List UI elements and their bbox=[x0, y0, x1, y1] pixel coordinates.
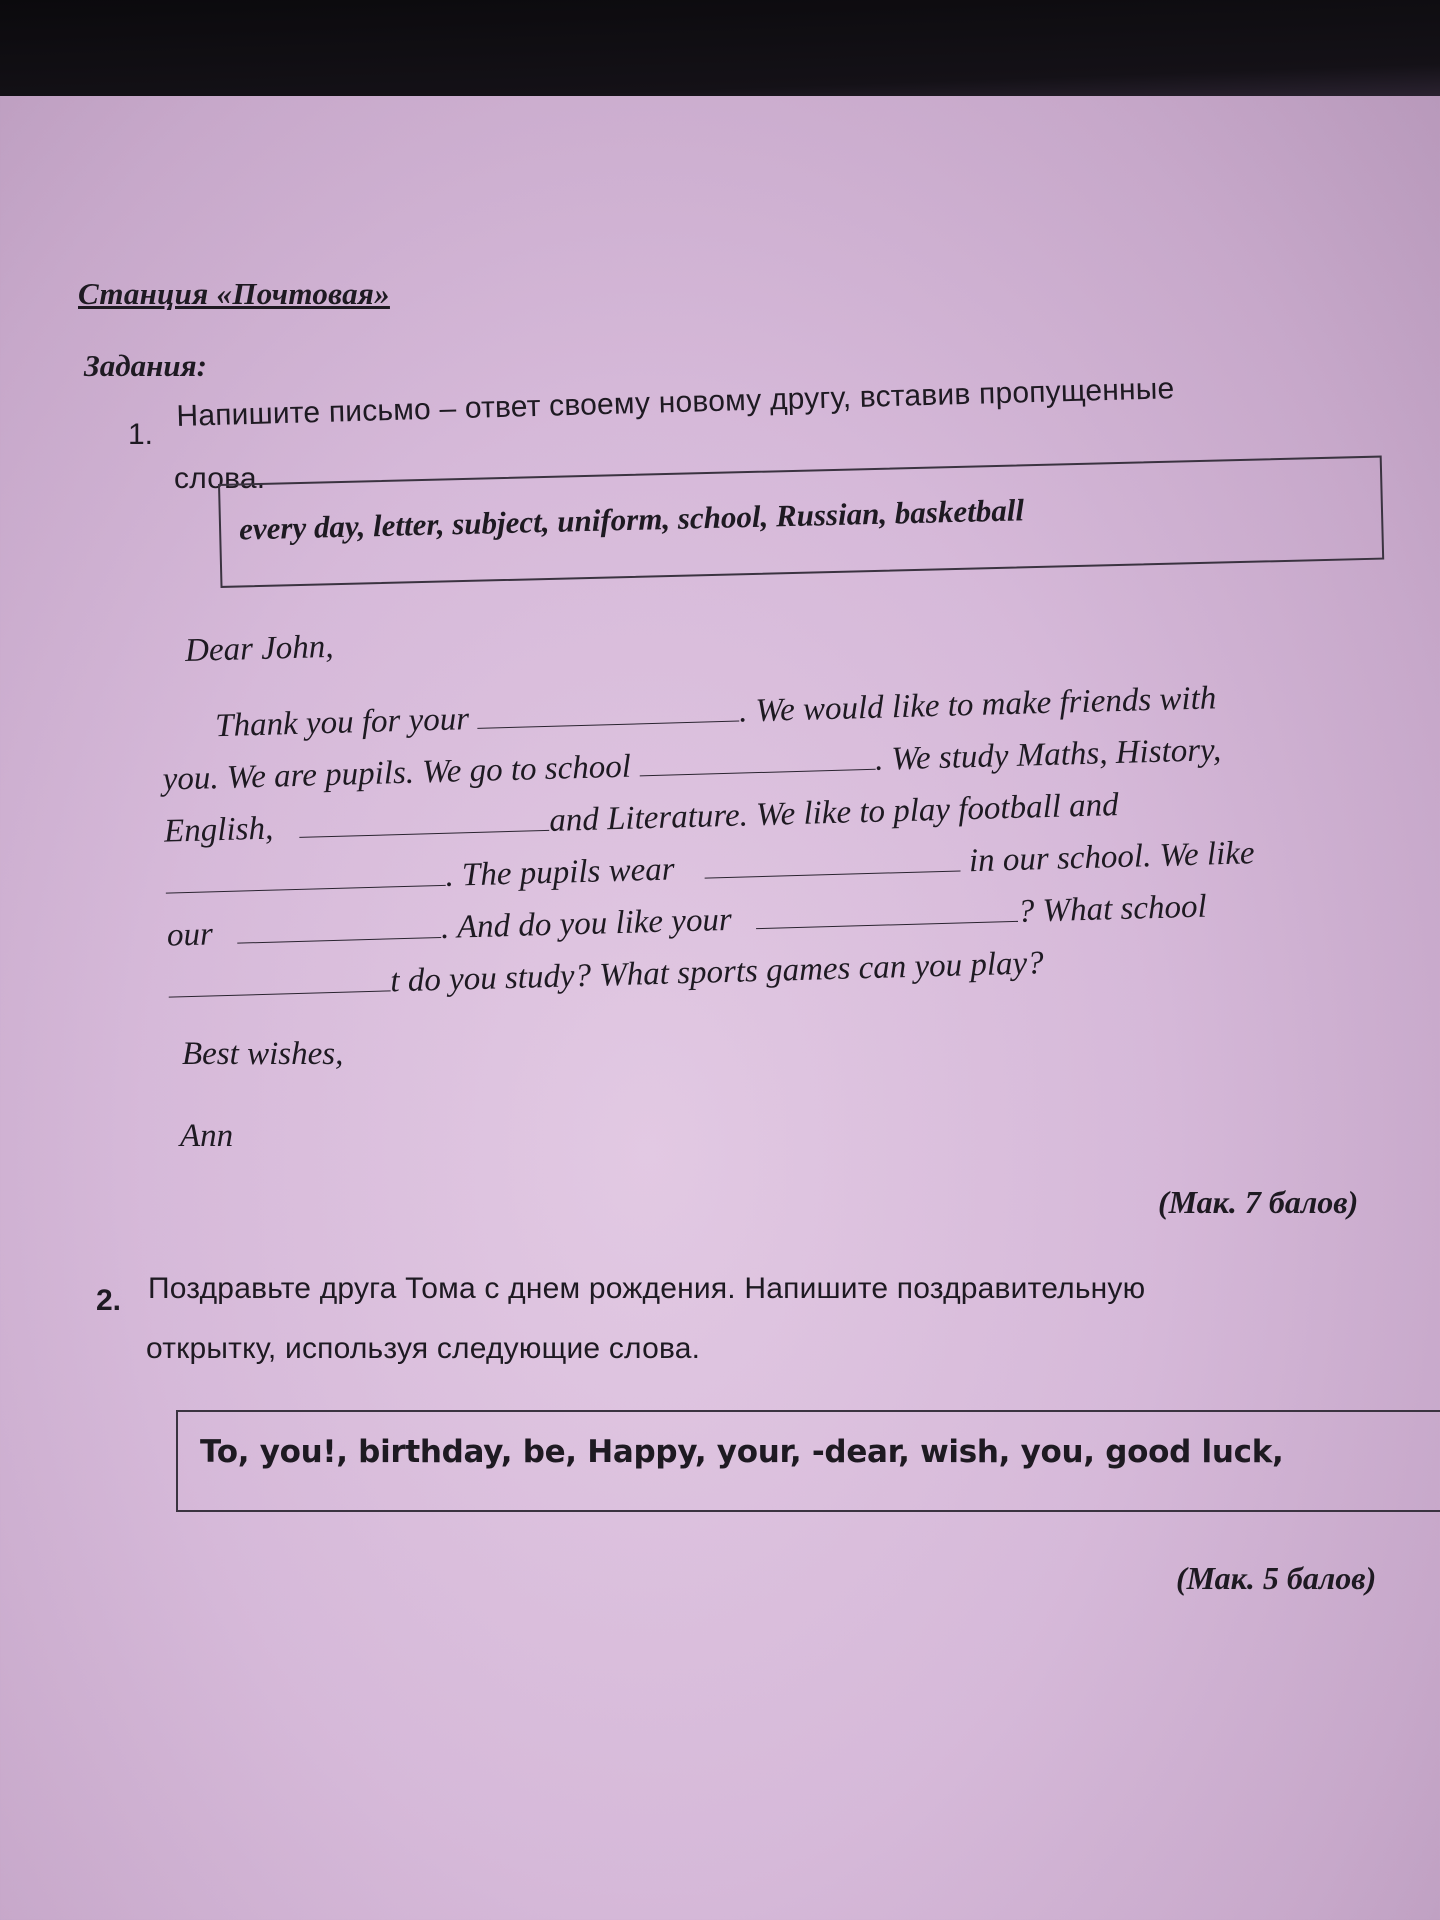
letter-text: English, bbox=[163, 810, 274, 850]
letter-text: our bbox=[166, 916, 214, 954]
letter-text: . The pupils wear bbox=[444, 851, 676, 894]
letter-text: . We study Maths, History, bbox=[874, 732, 1222, 778]
task1-word-bank-box bbox=[218, 456, 1384, 588]
task2-word-bank: To, you!, birthday, be, Happy, your, -dear, wish, you, good luck, bbox=[200, 1434, 1284, 1470]
task1-instruction-line2: слова. bbox=[174, 462, 266, 495]
tasks-heading: Задания: bbox=[84, 348, 207, 383]
blank-5[interactable] bbox=[704, 844, 961, 878]
blank-3[interactable] bbox=[299, 804, 550, 838]
blank-7[interactable] bbox=[756, 895, 1019, 929]
task2-number: 2. bbox=[96, 1284, 122, 1317]
task2-word-bank-box bbox=[176, 1410, 1440, 1512]
task2-points: (Мак. 5 балов) bbox=[1176, 1560, 1377, 1596]
blank-2[interactable] bbox=[639, 743, 876, 777]
letter-line-3 bbox=[164, 787, 1120, 851]
letter-text: you. We are pupils. We go to school bbox=[162, 748, 632, 798]
letter-body bbox=[150, 628, 1400, 1000]
task1-points: (Мак. 7 балов) bbox=[1158, 1184, 1359, 1220]
letter-line-5 bbox=[167, 889, 1208, 955]
task1-instruction-line1: Напишите письмо – ответ своему новому другу, вставив пропущенные bbox=[176, 372, 1175, 433]
blank-8[interactable] bbox=[168, 964, 391, 997]
station-title: Станция «Почтовая» bbox=[78, 276, 390, 311]
task1-word-bank: every day, letter, subject, uniform, school, Russian, basketball bbox=[238, 492, 1025, 547]
task1-number: 1. bbox=[128, 418, 154, 451]
letter-text: in our school. We like bbox=[968, 835, 1256, 880]
letter-greeting: Dear John, bbox=[184, 628, 335, 670]
letter-text: t do you study? What sports games can you play? bbox=[389, 945, 1045, 1000]
letter-text: . And do you like your bbox=[440, 901, 733, 946]
blank-6[interactable] bbox=[237, 911, 442, 944]
letter-text: ? What school bbox=[1017, 888, 1208, 930]
letter-text: Thank you for your bbox=[214, 701, 470, 745]
letter-signature: Ann bbox=[180, 1118, 234, 1154]
task2-instruction-line2: открытку, используя следующие слова. bbox=[146, 1332, 701, 1365]
blank-4[interactable] bbox=[165, 859, 446, 894]
letter-closing: Best wishes, bbox=[182, 1036, 344, 1072]
letter-text: and Literature. We like to play football and bbox=[548, 787, 1120, 839]
letter-line-6 bbox=[168, 945, 1044, 1006]
task2-instruction-line1: Поздравьте друга Тома с днем рождения. Напишите поздравительную bbox=[148, 1272, 1146, 1305]
blank-1[interactable] bbox=[477, 695, 740, 729]
letter-text: . We would like to make friends with bbox=[738, 680, 1217, 730]
